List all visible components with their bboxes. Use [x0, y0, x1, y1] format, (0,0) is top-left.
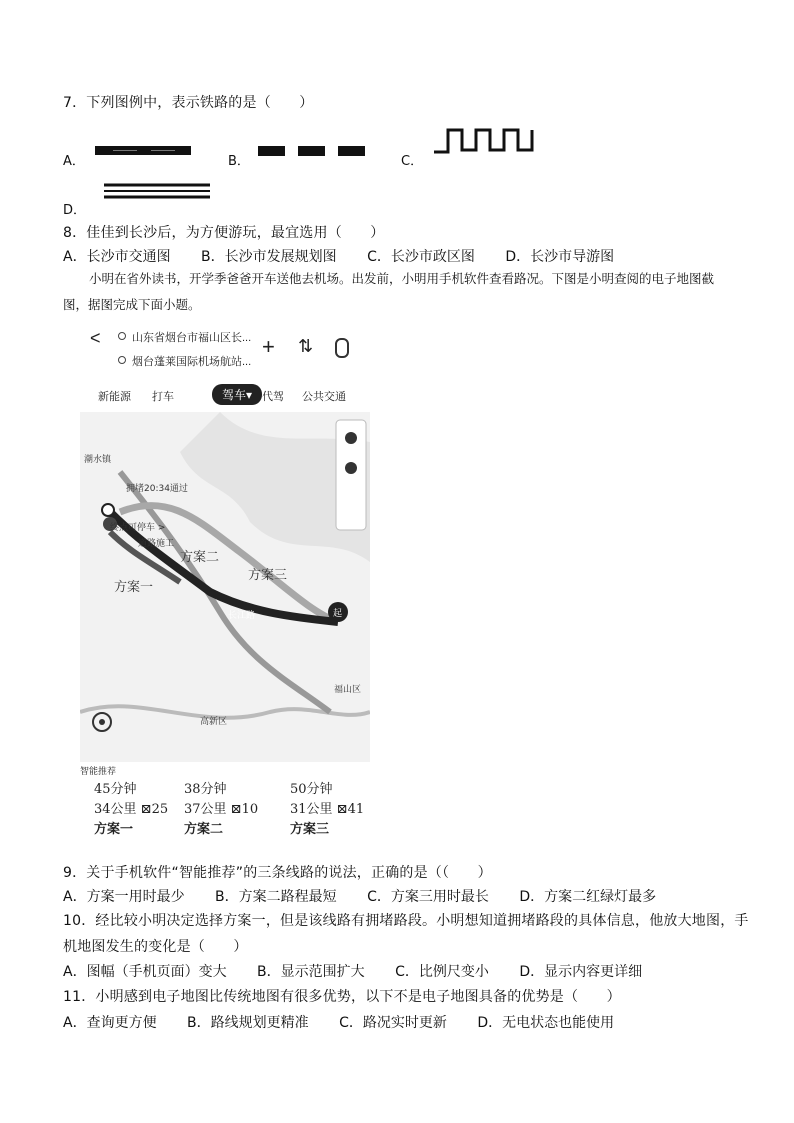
q11-option-c: C．路况实时更新: [339, 1015, 447, 1031]
q8-option-c: C．长沙市政区图: [367, 249, 475, 265]
plan1-time: 45分钟: [94, 782, 137, 797]
back-icon[interactable]: <: [90, 328, 101, 348]
q7-option-a-label: A．: [63, 154, 85, 169]
q9-option-d: D．方案二红绿灯最多: [519, 889, 657, 905]
plan2-detail: 37公里 ⊠10: [184, 802, 259, 817]
map-label-start: 起: [333, 609, 343, 619]
q8-option-b: B．长沙市发展规划图: [201, 249, 337, 265]
q8-option-d: D．长沙市导游图: [505, 249, 615, 265]
q9-option-b: B．方案二路程最短: [215, 889, 337, 905]
q11-options: [63, 1012, 640, 1032]
q7-option-c-symbol: [432, 126, 534, 158]
q9-option-c: C．方案三用时最长: [367, 889, 489, 905]
q11-option-a: A．查询更方便: [63, 1015, 157, 1031]
map-label-road-name: 长江路: [228, 611, 256, 621]
passage-text: 小明在省外读书，开学季爸爸开车送他去机场。出发前，小明用手机软件查看路况。下图是小明查阅的电子地图截图，据图完成下面小题。: [63, 271, 715, 312]
map-label-parking: 终点可停车 >: [110, 523, 166, 533]
q11-option-b: B．路线规划更精准: [187, 1015, 309, 1031]
q10-option-c: C．比例尺变小: [395, 964, 489, 980]
add-stop-icon[interactable]: +: [262, 334, 275, 359]
map-label-plan3: 方案三: [248, 568, 288, 583]
q7-option-d-symbol: [104, 182, 210, 204]
smart-recommend-label: 智能推荐: [80, 766, 117, 776]
tab-new-energy[interactable]: 新能源: [98, 390, 131, 403]
origin-dot-icon: [118, 332, 126, 340]
passage: [63, 266, 735, 318]
map-label-plan1: 方案一: [114, 580, 154, 595]
q7-stem: 7．下列图例中，表示铁路的是（ ）: [63, 95, 314, 111]
q9-options: [63, 886, 682, 906]
phone-map-screenshot: [80, 322, 380, 840]
plan1-name[interactable]: 方案一: [94, 822, 134, 837]
q8-options: [63, 246, 640, 266]
tab-drive[interactable]: 驾车▾: [212, 384, 262, 405]
origin-field[interactable]: 山东省烟台市福山区长...: [132, 332, 252, 344]
q10-option-b: B．显示范围扩大: [257, 964, 365, 980]
swap-icon[interactable]: ⇅: [298, 336, 314, 356]
q9-stem: 9．关于手机软件“智能推荐”的三条线路的说法，正确的是（（ ）: [63, 865, 492, 881]
q10-stem-line1: 10．经比较小明决定选择方案一，但是该线路有拥堵路段。小明想知道拥堵路段的具体信息，他放大地图，手: [63, 913, 749, 929]
destination-dot-icon: [118, 356, 126, 364]
tab-transit[interactable]: 公共交通: [302, 390, 346, 403]
plan1-detail: 34公里 ⊠25: [94, 802, 169, 817]
map-label-plan2: 方案二: [180, 550, 220, 565]
q8-stem: 8．佳佳到长沙后，为方便游玩，最宜选用（ ）: [63, 225, 385, 241]
q7-option-b-symbol: [258, 142, 368, 161]
q8-option-a: A．长沙市交通图: [63, 249, 171, 265]
q11-option-d: D．无电状态也能使用: [477, 1015, 615, 1031]
q10-stem-line2: 机地图发生的变化是（ ）: [63, 939, 248, 955]
map-label-congestion: 拥堵20:34通过: [126, 484, 188, 494]
q7-option-b-label: B．: [228, 154, 250, 169]
q7-option-c-label: C．: [401, 154, 424, 169]
plan3-time: 50分钟: [290, 782, 333, 797]
route-map[interactable]: [80, 412, 370, 762]
tab-taxi[interactable]: 打车: [152, 390, 174, 403]
destination-field[interactable]: 烟台蓬莱国际机场航站...: [132, 356, 252, 368]
q7-option-a-symbol: [95, 142, 191, 161]
tab-chauffeur[interactable]: 代驾: [262, 390, 284, 403]
q9-option-a: A．方案一用时最少: [63, 889, 185, 905]
map-label-river: 潮水镇: [84, 455, 112, 465]
map-label-town: 高新区: [200, 717, 228, 727]
plan2-name[interactable]: 方案二: [184, 822, 224, 837]
plan2-time: 38分钟: [184, 782, 227, 797]
map-label-road-work: 道路施工: [138, 539, 175, 549]
q10-option-a: A．图幅（手机页面）变大: [63, 964, 227, 980]
plan3-detail: 31公里 ⊠41: [290, 802, 365, 817]
q10-options: [63, 961, 668, 981]
map-label-district: 福山区: [334, 685, 362, 695]
plan3-name[interactable]: 方案三: [290, 822, 330, 837]
q10-option-d: D．显示内容更详细: [519, 964, 643, 980]
q11-stem: 11．小明感到电子地图比传统地图有很多优势，以下不是电子地图具备的优势是（ ）: [63, 989, 621, 1005]
q7-option-d-label: D．: [63, 203, 87, 218]
voice-icon[interactable]: [335, 338, 349, 358]
